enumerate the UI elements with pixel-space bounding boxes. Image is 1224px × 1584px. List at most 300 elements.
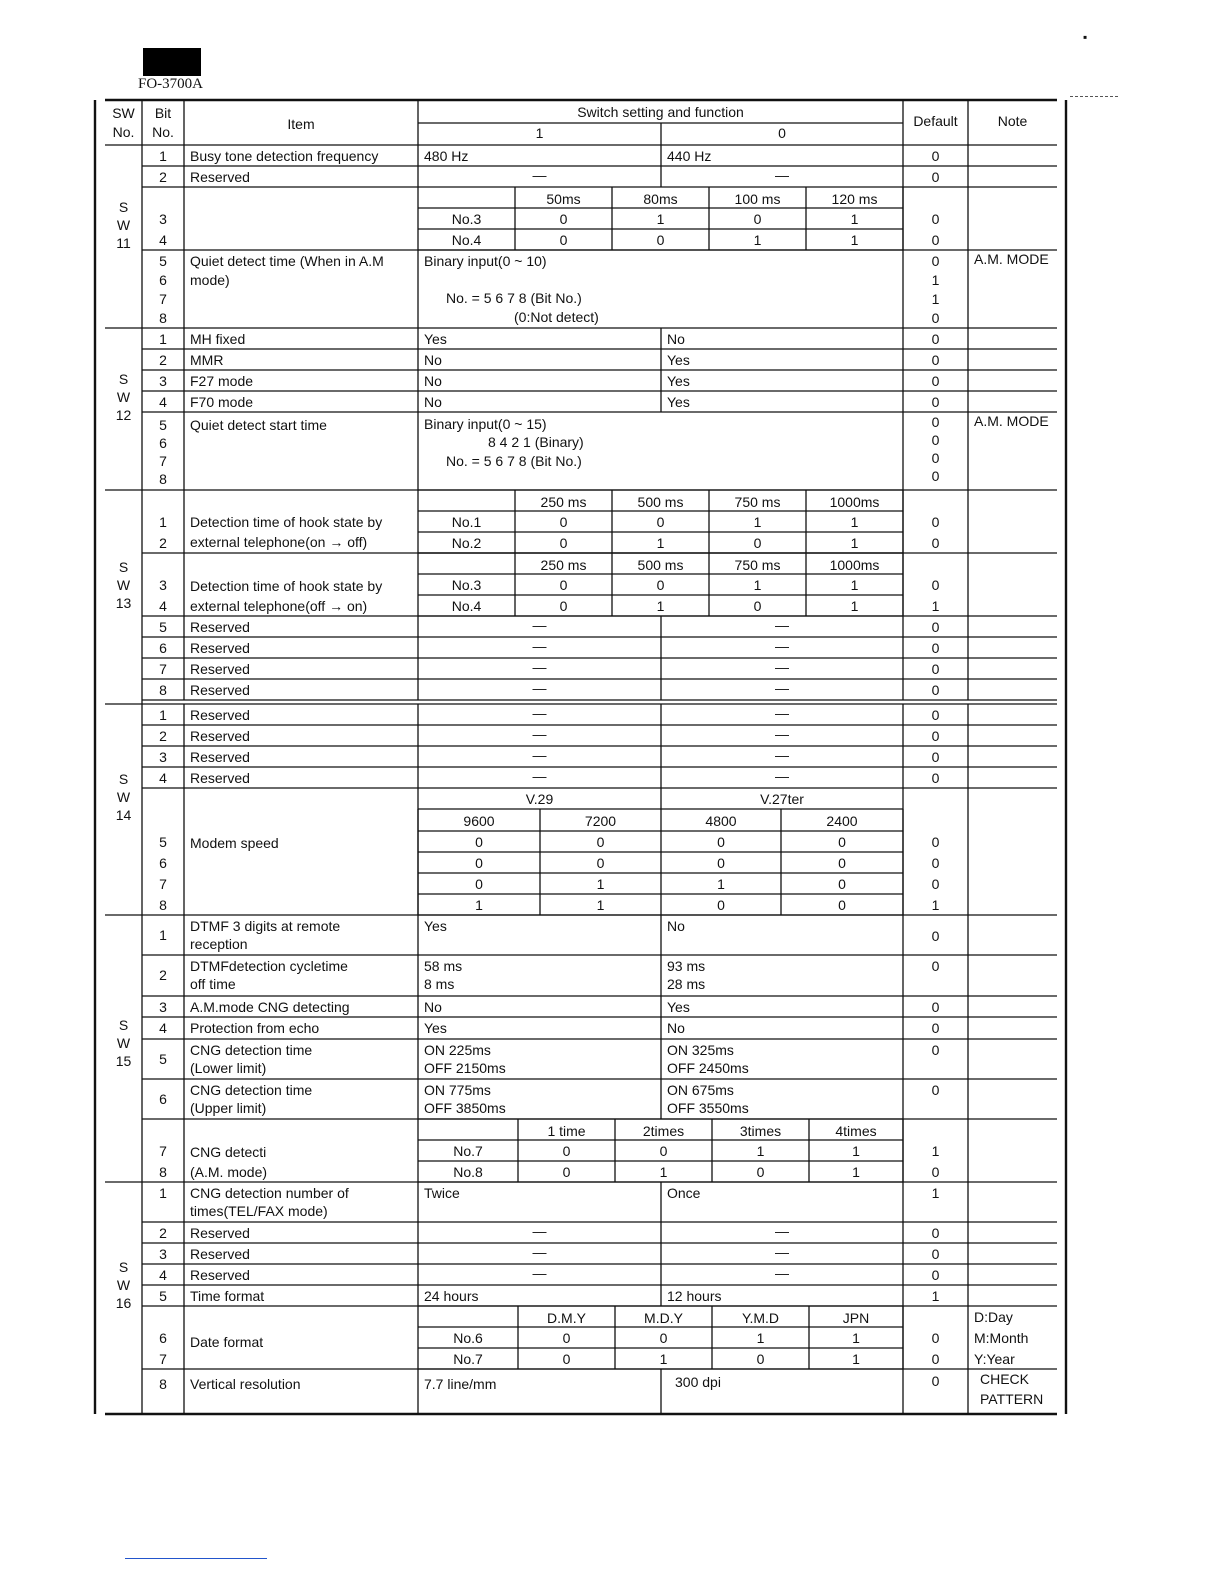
model-label: FO-3700A (138, 76, 204, 92)
default-value: 0 (931, 1351, 940, 1367)
sub-value: 1 (596, 897, 605, 913)
default-value: 0 (931, 1225, 940, 1241)
item-label: F70 mode (190, 394, 254, 410)
item-label: Time format (190, 1288, 265, 1304)
switch-label: 14 (115, 807, 132, 823)
default-value: 0 (931, 352, 940, 368)
setting-0-value: No (667, 331, 685, 347)
sub-value: 1 (656, 211, 665, 227)
setting-1-value: ON 225ms (424, 1042, 491, 1058)
sub-value: 0 (659, 1143, 668, 1159)
item-label: Busy tone detection frequency (190, 148, 379, 164)
switch-label: W (116, 1277, 131, 1293)
default-value: 0 (931, 394, 940, 410)
item-label: external telephone(off → on) (190, 598, 368, 614)
setting-1-value: No. = 5 6 7 8 (Bit No.) (446, 290, 582, 306)
item-label: Reserved (190, 707, 250, 723)
item-label: Detection time of hook state by (190, 514, 383, 530)
sub-row-label: No.6 (453, 1330, 483, 1346)
default-value: 1 (931, 1185, 940, 1201)
switch-label: W (116, 1035, 131, 1051)
header-item: Item (287, 116, 315, 132)
bit-number: 7 (159, 1351, 167, 1367)
item-label: Reserved (190, 619, 250, 635)
bit-number: 4 (159, 232, 167, 248)
switch-label: 13 (115, 595, 132, 611)
sub-value: 1 (852, 1351, 860, 1367)
bit-number: 5 (159, 253, 167, 269)
bit-number: 3 (159, 999, 167, 1015)
bit-number: 6 (159, 435, 167, 451)
default-value: 0 (931, 1042, 940, 1058)
setting-0-value: Yes (667, 394, 690, 410)
bit-number: 7 (159, 1143, 167, 1159)
default-value: 0 (931, 958, 940, 974)
reserved-dash: — (532, 726, 547, 742)
default-value: 0 (931, 1246, 940, 1262)
switch-label: W (116, 577, 131, 593)
sub-header: 250 ms (540, 494, 587, 510)
sub-value: 1 (656, 535, 665, 551)
sub-value: 0 (559, 598, 568, 614)
switch-label: 11 (116, 235, 131, 251)
reserved-dash: — (532, 680, 547, 696)
item-label: DTMFdetection cycletime (190, 958, 348, 974)
corner-mark: ▪ (1083, 30, 1088, 44)
sub-header: 50ms (546, 191, 581, 207)
note-text: M:Month (974, 1330, 1029, 1346)
reserved-dash: — (532, 747, 547, 763)
default-value: 0 (931, 432, 940, 448)
sub-value: 0 (753, 535, 762, 551)
sub-value: 1 (850, 577, 859, 593)
sub-value: 0 (717, 897, 725, 913)
default-value: 0 (931, 661, 940, 677)
sub-value: 1 (753, 232, 762, 248)
sub-value: 0 (838, 855, 846, 871)
setting-1-value: (0:Not detect) (514, 309, 599, 325)
bit-number: 1 (159, 514, 167, 530)
bit-number: 4 (159, 1020, 167, 1036)
sub-value: 0 (717, 834, 725, 850)
reserved-dash: — (532, 1265, 547, 1281)
sub-header: D.M.Y (547, 1310, 586, 1326)
item-label: Reserved (190, 682, 250, 698)
bit-number: 2 (159, 967, 167, 983)
default-value: 0 (931, 770, 940, 786)
bit-number: 4 (159, 770, 167, 786)
switch-label: S (118, 1259, 129, 1275)
reserved-dash: — (532, 167, 547, 183)
default-value: 0 (931, 514, 940, 530)
bit-number: 8 (159, 1164, 167, 1180)
default-value: 0 (931, 1267, 940, 1283)
item-label: MMR (190, 352, 224, 368)
sub-header: 3times (739, 1123, 782, 1139)
sub-header: 1 time (547, 1123, 586, 1139)
bit-number: 1 (159, 331, 167, 347)
sub-row-label: No.7 (453, 1351, 483, 1367)
sub-row-label: No.1 (451, 514, 482, 530)
setting-1-value: Binary input(0 ~ 15) (424, 416, 547, 432)
header-function: Switch setting and function (577, 104, 744, 120)
header-bit: Bit (154, 105, 172, 121)
reserved-dash: — (532, 638, 547, 654)
sub-value: 0 (717, 855, 725, 871)
reserved-dash: — (775, 1265, 789, 1281)
bit-number: 3 (159, 577, 167, 593)
sub-value: 0 (838, 834, 846, 850)
bit-number: 8 (159, 471, 167, 487)
default-value: 1 (931, 1143, 940, 1159)
sub-header: 4800 (705, 813, 737, 829)
setting-0-value: OFF 2450ms (667, 1060, 749, 1076)
item-label: CNG detection number of (190, 1185, 349, 1201)
header-default: Default (913, 113, 958, 129)
reserved-dash: — (775, 638, 789, 654)
sub-header: Y.M.D (741, 1310, 780, 1326)
item-label: off time (190, 976, 236, 992)
sub-value: 1 (753, 577, 762, 593)
bit-number: 4 (159, 598, 167, 614)
bit-number: 6 (159, 640, 167, 656)
setting-1-value: 8 4 2 1 (Binary) (488, 434, 584, 450)
sub-header: 750 ms (734, 494, 781, 510)
sub-header: JPN (842, 1310, 870, 1326)
sub-value: 1 (850, 211, 859, 227)
switch-label: 16 (115, 1295, 132, 1311)
sub-value: 0 (559, 535, 568, 551)
bit-number: 6 (159, 1330, 167, 1346)
setting-0-value: ON 675ms (667, 1082, 734, 1098)
sub-value: 1 (659, 1351, 668, 1367)
sub-value: 0 (596, 855, 605, 871)
setting-0-value: 93 ms (667, 958, 706, 974)
bit-number: 3 (159, 373, 167, 389)
bit-number: 6 (159, 1091, 167, 1107)
reserved-dash: — (775, 1223, 789, 1239)
default-value: 0 (931, 148, 940, 164)
sub-header: 250 ms (540, 557, 587, 573)
sub-value: 1 (850, 535, 859, 551)
default-value: 0 (931, 728, 940, 744)
sub-value: 0 (656, 514, 665, 530)
setting-1-value: 24 hours (424, 1288, 479, 1304)
switch-label: W (116, 389, 131, 405)
default-value: 0 (931, 535, 940, 551)
setting-0-value: 28 ms (667, 976, 706, 992)
reserved-dash: — (532, 617, 547, 633)
header-sw-no: No. (112, 124, 135, 140)
setting-0-value: Once (667, 1185, 701, 1201)
bit-number: 7 (159, 661, 167, 677)
setting-1-value: OFF 3850ms (424, 1100, 506, 1116)
default-value: 0 (931, 468, 940, 484)
sub-value: 0 (475, 834, 483, 850)
default-value: 0 (931, 928, 940, 944)
default-value: 0 (931, 1330, 940, 1346)
default-value: 0 (931, 211, 940, 227)
bit-number: 6 (159, 272, 167, 288)
reserved-dash: — (775, 768, 789, 784)
note-text: A.M. MODE (974, 413, 1049, 429)
sub-value: 1 (756, 1143, 765, 1159)
header-col-1: 1 (535, 125, 544, 141)
sub-value: 1 (596, 876, 605, 892)
item-label: CNG detection time (190, 1082, 313, 1098)
sub-value: 0 (659, 1330, 668, 1346)
default-value: 0 (931, 999, 940, 1015)
setting-0-value: 440 Hz (667, 148, 712, 164)
setting-1-value: No (424, 373, 442, 389)
bit-number: 4 (159, 1267, 167, 1283)
header-bit-no: No. (152, 124, 174, 140)
bit-number: 7 (159, 876, 167, 892)
bit-number: 5 (159, 417, 167, 433)
sub-value: 0 (562, 1351, 571, 1367)
item-label: Reserved (190, 1267, 250, 1283)
reserved-dash: — (775, 726, 789, 742)
reserved-dash: — (775, 659, 789, 675)
item-label: (Lower limit) (190, 1060, 267, 1076)
item-label: Reserved (190, 1246, 250, 1262)
sub-header: 7200 (584, 813, 617, 829)
header-sw: SW (112, 105, 135, 121)
sub-value: 0 (559, 232, 568, 248)
setting-0-value: No (667, 918, 685, 934)
setting-0-value: 12 hours (667, 1288, 722, 1304)
reserved-dash: — (532, 1244, 547, 1260)
reserved-dash: — (775, 747, 789, 763)
item-label: CNG detecti (190, 1144, 267, 1160)
bit-number: 4 (159, 394, 167, 410)
item-label: Reserved (190, 661, 250, 677)
item-label: Detection time of hook state by (190, 578, 383, 594)
bit-number: 7 (159, 291, 167, 307)
default-value: 0 (931, 749, 940, 765)
default-value: 0 (931, 855, 940, 871)
reserved-dash: — (775, 705, 789, 721)
sub-row-label: No.4 (451, 598, 482, 614)
sub-value: 1 (852, 1143, 860, 1159)
item-label: mode) (190, 272, 230, 288)
sub-value: 1 (753, 514, 762, 530)
setting-0-value: Yes (667, 352, 690, 368)
sub-header: 4times (835, 1123, 877, 1139)
item-label: Reserved (190, 169, 250, 185)
sub-header: 750 ms (734, 557, 781, 573)
setting-1-value: 8 ms (424, 976, 455, 992)
item-label: F27 mode (190, 373, 254, 389)
bit-number: 8 (159, 1376, 167, 1392)
sub-header: 1000ms (829, 557, 880, 573)
item-label: (Upper limit) (190, 1100, 267, 1116)
sub-value: 0 (475, 876, 483, 892)
setting-1-value: 480 Hz (424, 148, 469, 164)
note-text: CHECK (980, 1371, 1030, 1387)
item-label: Modem speed (190, 835, 279, 851)
item-label: Vertical resolution (190, 1376, 301, 1392)
bit-number: 1 (159, 148, 167, 164)
bit-number: 6 (159, 855, 167, 871)
sub-header: 100 ms (734, 191, 781, 207)
sub-value: 0 (838, 876, 846, 892)
item-label: reception (190, 936, 248, 952)
sub-value: 1 (850, 232, 859, 248)
item-label: Reserved (190, 1225, 250, 1241)
bit-number: 5 (159, 619, 167, 635)
default-value: 0 (931, 373, 940, 389)
sub-value: 0 (562, 1143, 571, 1159)
sub-header: 80ms (643, 191, 678, 207)
sub-value: 1 (850, 514, 859, 530)
switch-label: S (118, 771, 129, 787)
item-label: external telephone(on → off) (190, 534, 368, 550)
default-value: 0 (931, 310, 940, 326)
reserved-dash: — (532, 1223, 547, 1239)
switch-label: S (118, 199, 129, 215)
setting-1-value: OFF 2150ms (424, 1060, 506, 1076)
sub-header: 2times (642, 1123, 685, 1139)
item-label: Date format (190, 1334, 264, 1350)
setting-1-value: 58 ms (424, 958, 463, 974)
header-col-0: 0 (778, 125, 786, 141)
sub-header: 500 ms (637, 557, 684, 573)
bit-number: 3 (159, 211, 167, 227)
default-value: 1 (931, 291, 940, 307)
sub-value: 0 (753, 211, 762, 227)
default-value: 0 (931, 169, 940, 185)
header-note: Note (997, 113, 1028, 129)
sub-header: 500 ms (637, 494, 684, 510)
sub-value: 0 (562, 1330, 571, 1346)
sub-header: 2400 (826, 813, 858, 829)
default-value: 0 (931, 682, 940, 698)
sub-value: 1 (850, 598, 859, 614)
sub-header: 120 ms (831, 191, 878, 207)
bit-number: 8 (159, 897, 167, 913)
item-label: CNG detection time (190, 1042, 313, 1058)
sub-value: 0 (656, 232, 665, 248)
sub-value: 1 (717, 876, 725, 892)
item-label: times(TEL/FAX mode) (190, 1203, 328, 1219)
default-value: 0 (931, 834, 940, 850)
sub-value: 0 (756, 1164, 765, 1180)
item-label: Reserved (190, 640, 250, 656)
sub-value: 0 (475, 855, 483, 871)
item-label: DTMF 3 digits at remote (190, 918, 341, 934)
setting-1-value: 7.7 line/mm (424, 1376, 497, 1392)
sub-value: 0 (559, 577, 568, 593)
default-value: 0 (931, 876, 940, 892)
setting-1-value: ON 775ms (424, 1082, 491, 1098)
bit-number: 1 (159, 927, 167, 943)
sub-value: 0 (838, 897, 846, 913)
switch-label: S (118, 1017, 129, 1033)
reserved-dash: — (775, 167, 789, 183)
default-value: 0 (931, 1020, 940, 1036)
switch-label: W (116, 217, 131, 233)
bit-number: 5 (159, 1051, 167, 1067)
default-value: 0 (931, 1373, 940, 1389)
switch-label: S (118, 371, 129, 387)
note-text: A.M. MODE (974, 251, 1049, 267)
sub-row-label: No.3 (451, 211, 482, 227)
bit-number: 3 (159, 749, 167, 765)
note-text: D:Day (974, 1309, 1013, 1325)
switch-label: 12 (115, 407, 132, 423)
sub-header: 9600 (463, 813, 495, 829)
item-label: A.M.mode CNG detecting (190, 999, 350, 1015)
sub-header: 1000ms (829, 494, 880, 510)
item-label: MH fixed (190, 331, 246, 347)
setting-1-value: No (424, 394, 442, 410)
setting-0-value: 300 dpi (675, 1374, 721, 1390)
default-value: 1 (931, 897, 940, 913)
reserved-dash: — (775, 617, 789, 633)
default-value: 0 (931, 619, 940, 635)
reserved-dash: — (532, 768, 547, 784)
default-value: 1 (931, 272, 940, 288)
sub-row-label: No.4 (451, 232, 482, 248)
modem-group-label: V.29 (525, 791, 554, 807)
bit-number: 3 (159, 1246, 167, 1262)
setting-0-value: Yes (667, 373, 690, 389)
bit-number: 8 (159, 310, 167, 326)
item-label: Reserved (190, 749, 250, 765)
sub-value: 0 (559, 514, 568, 530)
default-value: 0 (931, 577, 940, 593)
setting-0-value: OFF 3550ms (667, 1100, 749, 1116)
reserved-dash: — (775, 680, 789, 696)
default-value: 0 (931, 1082, 940, 1098)
item-label: Reserved (190, 728, 250, 744)
default-value: 0 (931, 450, 940, 466)
sub-row-label: No.2 (451, 535, 482, 551)
sub-value: 0 (753, 598, 762, 614)
bit-number: 2 (159, 535, 167, 551)
default-value: 1 (931, 598, 940, 614)
setting-0-value: ON 325ms (667, 1042, 734, 1058)
sub-value: 0 (559, 211, 568, 227)
note-text: PATTERN (980, 1391, 1044, 1407)
modem-group-label: V.27ter (760, 791, 804, 807)
item-label: (A.M. mode) (190, 1164, 268, 1180)
setting-1-value: Binary input(0 ~ 10) (424, 253, 547, 269)
bit-number: 1 (159, 1185, 167, 1201)
sub-value: 0 (656, 577, 665, 593)
reserved-dash: — (532, 659, 547, 675)
sub-row-label: No.7 (453, 1143, 483, 1159)
sub-value: 0 (596, 834, 605, 850)
bit-number: 2 (159, 728, 167, 744)
switch-label: W (116, 789, 131, 805)
sub-value: 0 (756, 1351, 765, 1367)
switch-label: 15 (115, 1053, 132, 1069)
bit-number: 7 (159, 453, 167, 469)
default-value: 0 (931, 414, 940, 430)
sub-row-label: No.3 (451, 577, 482, 593)
default-value: 1 (931, 1288, 940, 1304)
default-value: 0 (931, 253, 940, 269)
bit-number: 2 (159, 169, 167, 185)
sub-header: M.D.Y (644, 1310, 683, 1326)
bit-number: 2 (159, 352, 167, 368)
setting-0-value: Yes (667, 999, 690, 1015)
item-label: Protection from echo (190, 1020, 320, 1036)
reserved-dash: — (532, 705, 547, 721)
bit-number: 1 (159, 707, 167, 723)
